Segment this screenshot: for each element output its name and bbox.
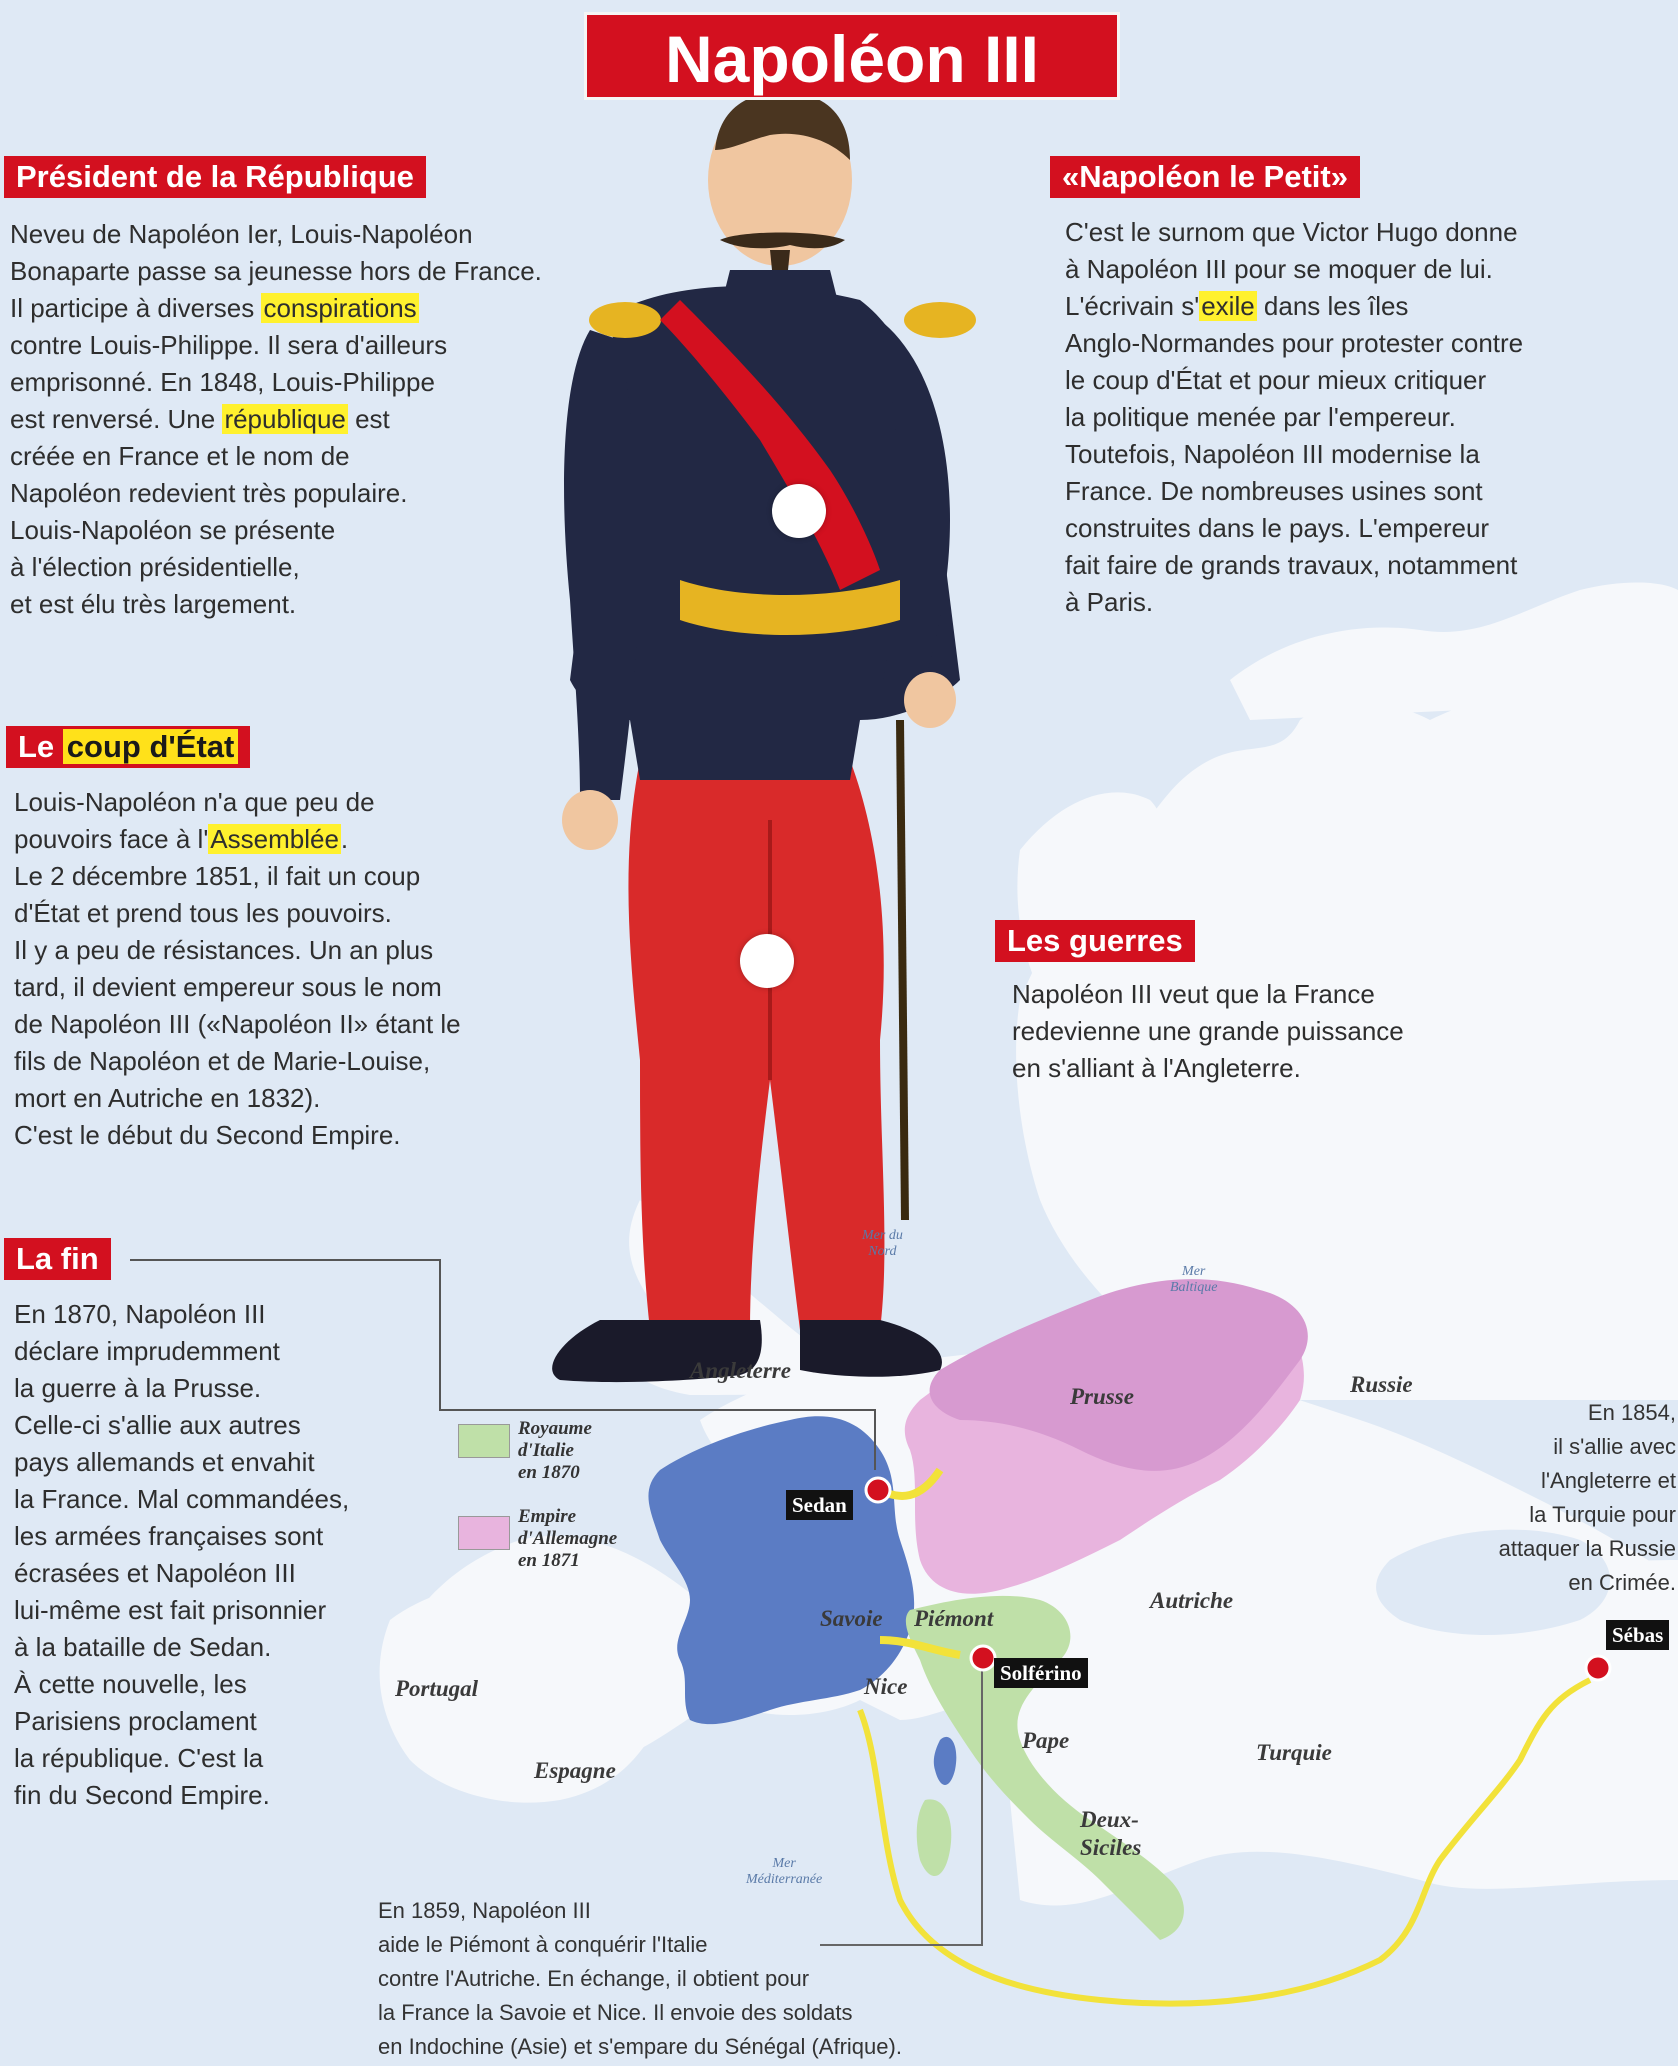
text-line: écrasées et Napoléon III [14,1558,296,1588]
legend-line: en 1871 [518,1550,580,1571]
label-line: Mer du [862,1228,903,1243]
label-nice: Nice [864,1674,908,1699]
text-line: pays allemands et envahit [14,1447,315,1477]
hotspot-dot-lower[interactable] [740,934,794,988]
legend-swatch-italie [458,1424,510,1458]
text-line: En 1854, [1587,1400,1676,1425]
label-line: Baltique [1170,1280,1218,1295]
text-line: emprisonné. En 1848, Louis-Philippe [10,367,435,397]
label-mer-mediterranee [746,1856,822,1888]
legend-label-italie [518,1418,592,1484]
text-line: fait faire de grands travaux, notamment [1065,550,1518,580]
text-line: en Crimée. [1568,1570,1676,1595]
label-prusse: Prusse [1070,1384,1134,1409]
text-line: de Napoléon III («Napoléon II» étant le [14,1009,461,1039]
heading-petit: «Napoléon le Petit» [1050,156,1360,198]
text-line: la politique menée par l'empereur. [1065,402,1456,432]
text-line: lui-même est fait prisonnier [14,1595,327,1625]
text-line: fils de Napoléon et de Marie-Louise, [14,1046,431,1076]
text-segment: dans les îles [1256,291,1409,321]
text-line: fin du Second Empire. [14,1780,270,1810]
text-line: Louis-Napoléon se présente [10,515,336,545]
text-line: redevienne une grande puissance [1012,1016,1404,1046]
text-line: à Paris. [1065,587,1154,617]
city-solferino[interactable]: Solférino [994,1658,1088,1688]
heading-fin: La fin [4,1238,111,1280]
legend-line: d'Allemagne [518,1528,618,1549]
text-line: en Indochine (Asie) et s'empare du Sénégal (Afrique). [378,2034,902,2059]
text-line: déclare imprudemment [14,1336,280,1366]
text-line: tard, il devient empereur sous le nom [14,972,442,1002]
city-sebastopol[interactable]: Sébas [1606,1620,1669,1650]
label-pape: Pape [1022,1728,1070,1753]
text-line: il s'allie avec [1553,1434,1676,1459]
label-mer-du-nord [862,1228,903,1260]
label-line: Nord [868,1244,897,1259]
text-segment: . [340,824,349,854]
label-angleterre: Angleterre [690,1358,791,1383]
text-guerres [1012,976,1404,1087]
text-segment: Il participe à diverses [10,293,262,323]
text-line: À cette nouvelle, les [14,1669,247,1699]
text-line [1065,288,1523,325]
text-line: Il y a peu de résistances. Un an plus [14,935,434,965]
highlighted-term[interactable]: Assemblée [210,824,339,854]
text-line: d'État et prend tous les pouvoirs. [14,898,392,928]
text-line: France. De nombreuses usines sont [1065,476,1483,506]
text-line: les armées françaises sont [14,1521,324,1551]
text-line: Bonaparte passe sa jeunesse hors de France. [10,256,542,286]
note-crimee [1400,1396,1676,1600]
label-piemont: Piémont [914,1606,994,1631]
text-line: la guerre à la Prusse. [14,1373,262,1403]
legend-line: en 1870 [518,1462,580,1483]
text-petit [1065,214,1523,621]
highlighted-term[interactable]: exile [1201,291,1255,321]
text-segment: pouvoirs face à l' [14,824,209,854]
legend-swatch-allemagne [458,1516,510,1550]
note-italie [378,1894,902,2064]
legend-label-allemagne [518,1506,617,1572]
text-line: l'Angleterre et [1540,1468,1676,1493]
text-line: construites dans le pays. L'empereur [1065,513,1490,543]
page-title: Napoléon III [584,12,1120,100]
label-portugal: Portugal [395,1676,479,1701]
text-line: Napoléon III veut que la France [1012,979,1375,1009]
label-mer-baltique [1170,1264,1217,1296]
text-line: Anglo-Normandes pour protester contre [1065,328,1524,358]
text-line: à la bataille de Sedan. [14,1632,272,1662]
text-line: mort en Autriche en 1832). [14,1083,321,1113]
text-line: contre Louis-Philippe. Il sera d'ailleurs [10,330,448,360]
highlighted-term[interactable]: conspirations [263,293,417,323]
label-line: Siciles [1080,1835,1142,1860]
text-segment: L'écrivain s' [1065,291,1200,321]
label-line: Méditerranée [746,1872,823,1887]
label-espagne: Espagne [534,1758,616,1783]
text-line: à Napoléon III pour se moquer de lui. [1065,254,1493,284]
text-line: Celle-ci s'allie aux autres [14,1410,301,1440]
label-savoie: Savoie [820,1606,883,1631]
legend-line: Royaume [518,1418,592,1439]
city-sedan[interactable]: Sedan [786,1490,853,1520]
text-segment: est [347,404,390,434]
label-line: Deux- [1080,1807,1139,1832]
heading-guerres: Les guerres [995,920,1195,962]
label-line: Mer [1182,1264,1206,1279]
label-russie: Russie [1350,1372,1413,1397]
label-deux-siciles [1080,1806,1141,1862]
text-line: En 1859, Napoléon III [378,1898,591,1923]
text-line: la république. C'est la [14,1743,264,1773]
label-line: Mer [772,1856,796,1871]
text-line [10,401,542,438]
text-coup [14,784,461,1154]
text-line: Napoléon redevient très populaire. [10,478,408,508]
label-turquie: Turquie [1256,1740,1332,1765]
text-president [10,216,542,623]
highlighted-term[interactable]: coup d'État [63,729,239,764]
text-line: la Turquie pour [1529,1502,1676,1527]
highlighted-term[interactable]: république [224,404,346,434]
legend-line: d'Italie [518,1440,574,1461]
text-line: la France la Savoie et Nice. Il envoie des soldats [378,2000,853,2025]
text-fin [14,1296,349,1814]
text-line [10,290,542,327]
legend-line: Empire [518,1506,577,1527]
text-line: le coup d'État et pour mieux critiquer [1065,365,1487,395]
heading-prefix: Le [18,729,63,764]
text-line [14,821,461,858]
text-line: aide le Piémont à conquérir l'Italie [378,1932,708,1957]
text-line: et est élu très largement. [10,589,297,619]
text-line: C'est le surnom que Victor Hugo donne [1065,217,1518,247]
label-autriche: Autriche [1150,1588,1234,1613]
text-line: la France. Mal commandées, [14,1484,350,1514]
text-segment: est renversé. Une [10,404,223,434]
text-line: attaquer la Russie [1498,1536,1676,1561]
text-line: Louis-Napoléon n'a que peu de [14,787,375,817]
text-line: créée en France et le nom de [10,441,350,471]
text-line: contre l'Autriche. En échange, il obtient pour [378,1966,810,1991]
hotspot-dot-upper[interactable] [772,484,826,538]
text-line: à l'élection présidentielle, [10,552,300,582]
text-line: Neveu de Napoléon Ier, Louis-Napoléon [10,219,473,249]
text-line: C'est le début du Second Empire. [14,1120,401,1150]
heading-coup [6,726,250,768]
text-line: Le 2 décembre 1851, il fait un coup [14,861,421,891]
text-line: Parisiens proclament [14,1706,257,1736]
text-line: Toutefois, Napoléon III modernise la [1065,439,1480,469]
heading-president: Président de la République [4,156,426,198]
text-line: En 1870, Napoléon III [14,1299,266,1329]
text-line: en s'alliant à l'Angleterre. [1012,1053,1301,1083]
